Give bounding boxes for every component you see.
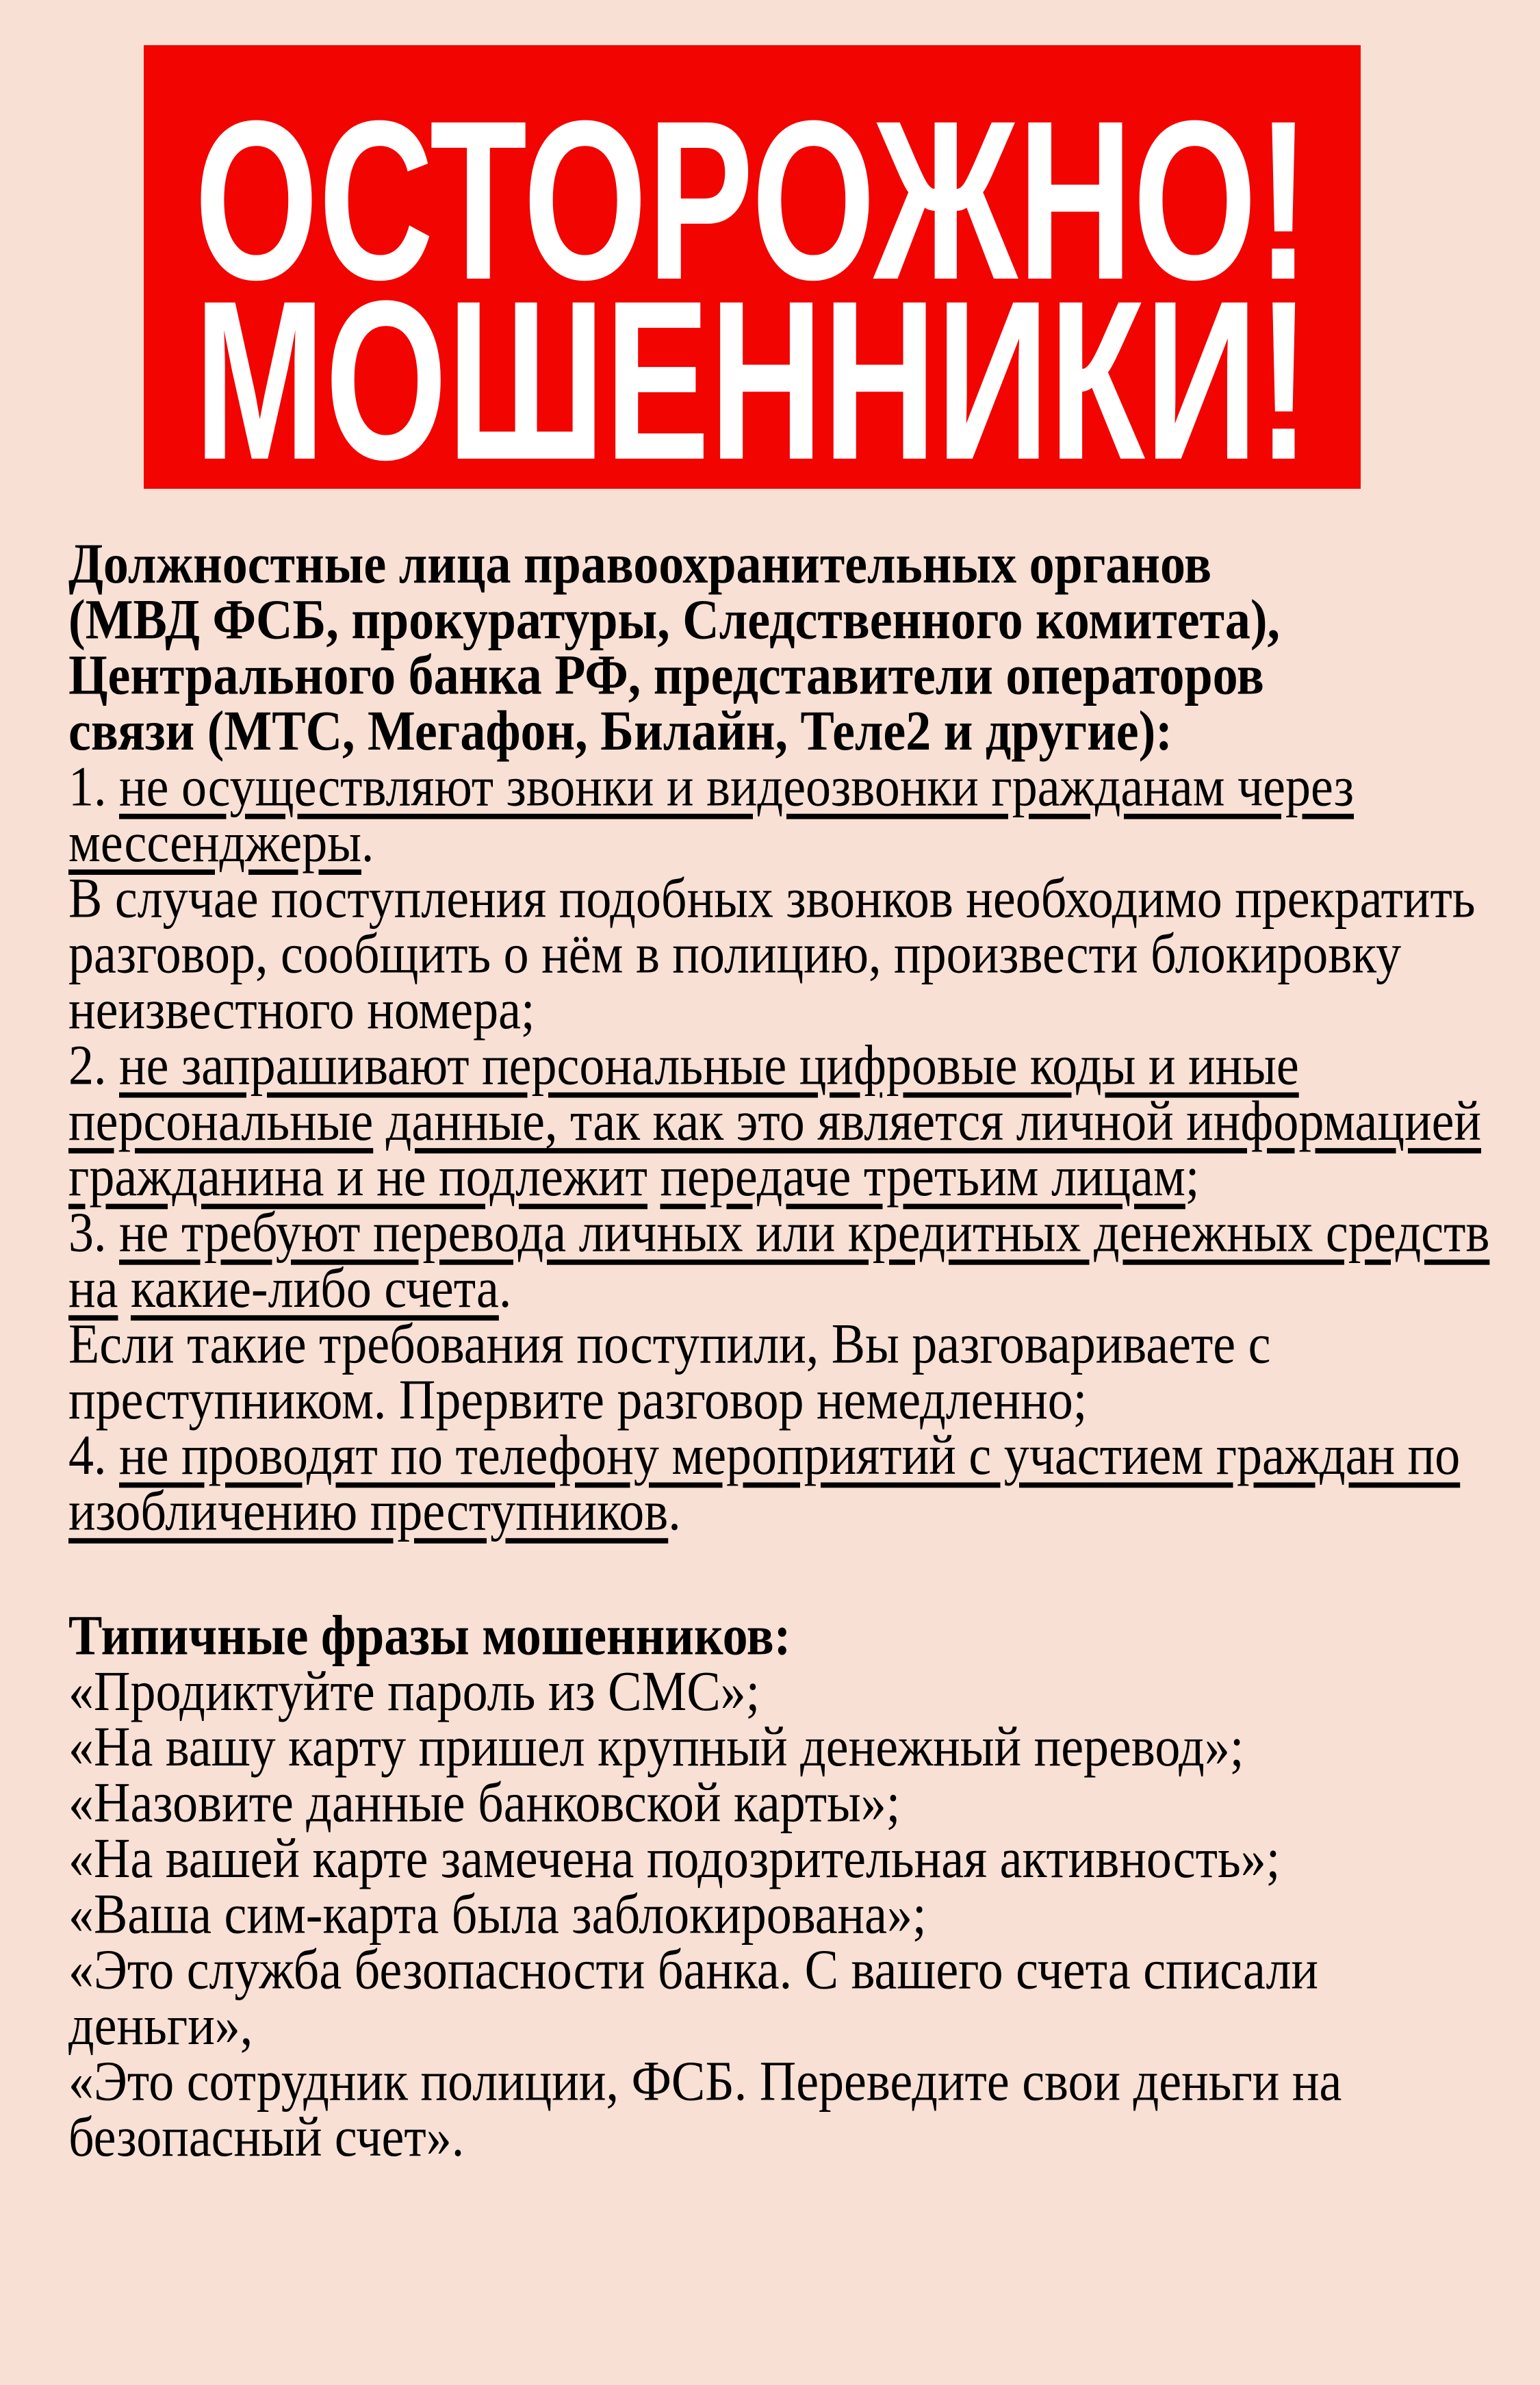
text-line	[68, 1090, 1519, 1153]
text-segment: связи (МТС, Мегафон, Билайн, Теле2 и другие):	[68, 700, 1172, 763]
text-segment: деньги»,	[68, 1994, 253, 2058]
text-segment: мессенджеры	[68, 811, 361, 874]
paragraph-phrase-5	[68, 1883, 1519, 1946]
paragraph-item-4	[68, 1424, 1519, 1543]
text-segment: не проводят по телефону мероприятий с участием граждан по	[119, 1424, 1461, 1488]
text-segment: Должностные лица правоохранительных органов	[68, 533, 1212, 596]
text-line	[68, 1480, 1519, 1543]
text-segment: безопасный счет».	[68, 2106, 465, 2169]
paragraph-phrase-1	[68, 1660, 1519, 1723]
text-line	[68, 1716, 1519, 1779]
paragraph-phrase-2	[68, 1716, 1519, 1779]
text-line	[68, 1604, 1519, 1668]
text-segment: 4.	[68, 1424, 119, 1488]
text-segment: «Ваша сим-карта была заблокирована»;	[68, 1883, 927, 1946]
text-segment: не требуют перевода личных или кредитных денежных средств	[119, 1201, 1490, 1264]
text-segment	[373, 1090, 386, 1152]
text-line	[68, 756, 1519, 819]
text-segment: В случае поступления подобных звонков необходимо прекратить	[68, 867, 1476, 930]
text-segment: 1.	[68, 756, 119, 819]
text-line	[68, 1994, 1519, 2058]
banner-title-line-1: ОСТОРОЖНО!	[194, 73, 1311, 327]
text-line	[68, 533, 1519, 596]
text-segment: «Продиктуйте пароль из СМС»;	[68, 1660, 760, 1723]
text-line	[68, 1660, 1519, 1723]
text-segment: какие-либо счета	[130, 1257, 499, 1320]
text-segment: не осуществляют звонки и видеозвонки гражданам через	[119, 756, 1355, 819]
text-segment: .	[498, 1257, 512, 1320]
text-line	[68, 867, 1519, 930]
text-line	[68, 1312, 1519, 1376]
text-line	[68, 1145, 1519, 1209]
text-segment: гражданина и не подлежит	[68, 1145, 647, 1209]
text-segment: .	[361, 811, 374, 874]
text-segment: неизвестного номера;	[68, 978, 535, 1042]
paragraph-phrase-6	[68, 1939, 1519, 2058]
text-line	[68, 1827, 1519, 1890]
text-line	[68, 2106, 1519, 2169]
text-segment: данные, так как это является личной информацией	[385, 1090, 1482, 1153]
text-line	[68, 1257, 1519, 1320]
text-line	[68, 923, 1519, 986]
text-segment: 2.	[68, 1034, 119, 1097]
paragraph-item-3	[68, 1201, 1519, 1320]
text-line	[68, 978, 1519, 1042]
paragraph-phrase-3	[68, 1772, 1519, 1835]
text-segment: ;	[1185, 1145, 1200, 1209]
text-segment: персональные	[68, 1090, 374, 1153]
text-segment: Если такие требования поступили, Вы разговариваете с	[68, 1312, 1271, 1376]
text-line	[68, 1883, 1519, 1946]
text-segment	[647, 1146, 660, 1208]
text-line	[68, 1939, 1519, 2002]
text-line	[68, 1201, 1519, 1264]
text-line	[68, 1772, 1519, 1835]
text-line	[68, 811, 1519, 874]
banner-title-line-2: МОШЕННИКИ!	[194, 253, 1311, 489]
text-segment: «На вашу карту пришел крупный денежный перевод»;	[68, 1716, 1244, 1779]
text-segment: «Назовите данные банковской карты»;	[68, 1772, 901, 1835]
text-segment: на	[68, 1257, 118, 1320]
text-segment: Центрального банка РФ, представители операторов	[68, 644, 1264, 707]
text-line	[68, 700, 1519, 763]
text-segment: не запрашивают персональные цифровые коды и иные	[119, 1034, 1299, 1097]
paragraph-item-1	[68, 756, 1519, 874]
text-segment: .	[668, 1480, 681, 1543]
text-segment: «Это сотрудник полиции, ФСБ. Переведите свои деньги на	[68, 2050, 1342, 2113]
text-segment: преступником. Прервите разговор немедленно;	[68, 1368, 1088, 1431]
paragraph-intro	[68, 533, 1519, 763]
text-segment: Типичные фразы мошенников:	[68, 1604, 791, 1668]
paragraph-item-1-note	[68, 867, 1519, 1042]
text-segment: «Это служба безопасности банка. С вашего счета списали	[68, 1939, 1319, 2002]
content	[68, 533, 1519, 2169]
text-segment: «На вашей карте замечена подозрительная активность»;	[68, 1827, 1281, 1890]
text-segment: (МВД ФСБ, прокуратуры, Следственного комитета),	[68, 588, 1280, 652]
paragraph-phrase-7	[68, 2050, 1519, 2169]
text-line	[68, 588, 1519, 652]
paragraph-phrases-heading	[68, 1604, 1519, 1668]
text-segment: передаче третьим лицам	[660, 1145, 1185, 1209]
text-line	[68, 2050, 1519, 2113]
text-segment: разговор, сообщить о нём в полицию, произвести блокировку	[68, 923, 1402, 986]
warning-banner-graphic	[144, 45, 1361, 489]
warning-banner	[144, 45, 1361, 489]
text-segment	[118, 1258, 131, 1320]
text-segment: изобличению преступников	[68, 1480, 669, 1543]
text-line	[68, 644, 1519, 707]
text-line	[68, 1424, 1519, 1488]
text-line	[68, 1368, 1519, 1431]
paragraph-item-2	[68, 1034, 1519, 1209]
text-segment: 3.	[68, 1201, 119, 1264]
text-line	[68, 1034, 1519, 1097]
paragraph-item-3-note	[68, 1312, 1519, 1431]
paragraph-phrase-4	[68, 1827, 1519, 1890]
